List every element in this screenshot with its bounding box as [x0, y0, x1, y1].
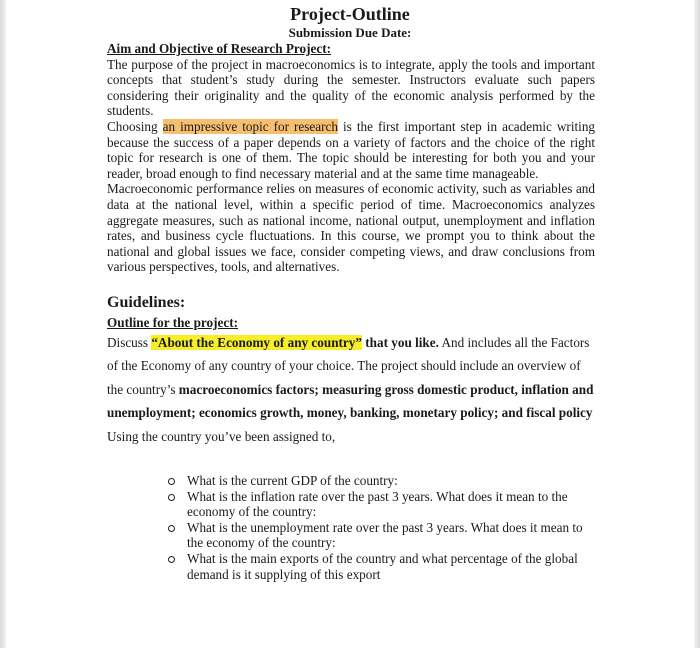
aim-paragraph-2 [107, 119, 595, 181]
highlighted-topic-phrase: an impressive topic for research [162, 118, 338, 134]
submission-due-date: Submission Due Date: [288, 25, 412, 40]
bullet-circle-icon [168, 494, 175, 501]
aim-paragraph-2-start: Choosing [107, 118, 163, 134]
list-item [187, 489, 595, 520]
question-text: What is the main exports of the country and what percentage of the global demand is it supplying of this export [187, 550, 578, 582]
aim-paragraph-3: Macroeconomic performance relies on measures of economic activity, such as variables and data at the national level, within a specific period of time. Macroeconomics analyzes aggregate measures, such as national income, national output, unemployment and inflation rates, and business cycle fluctuations. In this course, we prompt you to think about the national and global issues we face, consider competing views, and draw conclusions from various perspectives, tools, and alternatives. [107, 181, 595, 275]
bullet-circle-icon [168, 525, 175, 532]
aim-paragraph-2-rest: is the first important step in academic writing because the success of a paper depends on a variety of factors and the choice of the right topic for research is one of them. The topic should be interesting for both you and your reader, broad enough to find necessary material and at the same time manageable. [107, 118, 596, 181]
bullet-circle-icon [168, 478, 175, 485]
question-text: What is the current GDP of the country: [187, 473, 398, 488]
questions-list [107, 473, 595, 582]
discuss-bold: that you like. [361, 334, 439, 350]
guidelines-heading: Guidelines: [107, 293, 186, 311]
discuss-rest: And includes all the Factors of the Economy of any country of your choice. The project should include an overview of the country’s [107, 334, 590, 397]
question-text: What is the unemployment rate over the past 3 years. What does it mean to the economy of the country: [187, 519, 583, 551]
list-item [187, 520, 595, 551]
aim-paragraph-1: The purpose of the project in macroeconomics is to integrate, apply the tools and important concepts that student’s study during the semester. Instructors evaluate such papers considering their originality and the quality of the economic analysis performed by the students. [107, 56, 595, 119]
assigned-country-line: Using the country you’ve been assigned to, [107, 428, 336, 444]
list-item [187, 473, 595, 489]
list-item [187, 551, 595, 582]
question-text: What is the inflation rate over the past 3 years. What does it mean to the economy of the country: [187, 488, 568, 520]
highlighted-economy-phrase: “About the Economy of any country” [151, 334, 362, 350]
page-frame-right [694, 0, 700, 648]
outline-heading: Outline for the project: [107, 314, 238, 330]
bullet-circle-icon [168, 556, 175, 563]
factors-bold: macroeconomics factors; measuring gross domestic product, inflation and unemployment; economics growth, money, banking, monetary policy; and fiscal policy [107, 381, 594, 420]
document-body [107, 41, 595, 582]
aim-heading: Aim and Objective of Research Project: [107, 41, 332, 56]
outline-paragraph [107, 331, 595, 425]
page-title: Project-Outline [290, 4, 410, 24]
page-frame-left [0, 0, 6, 648]
discuss-start: Discuss [107, 334, 152, 350]
